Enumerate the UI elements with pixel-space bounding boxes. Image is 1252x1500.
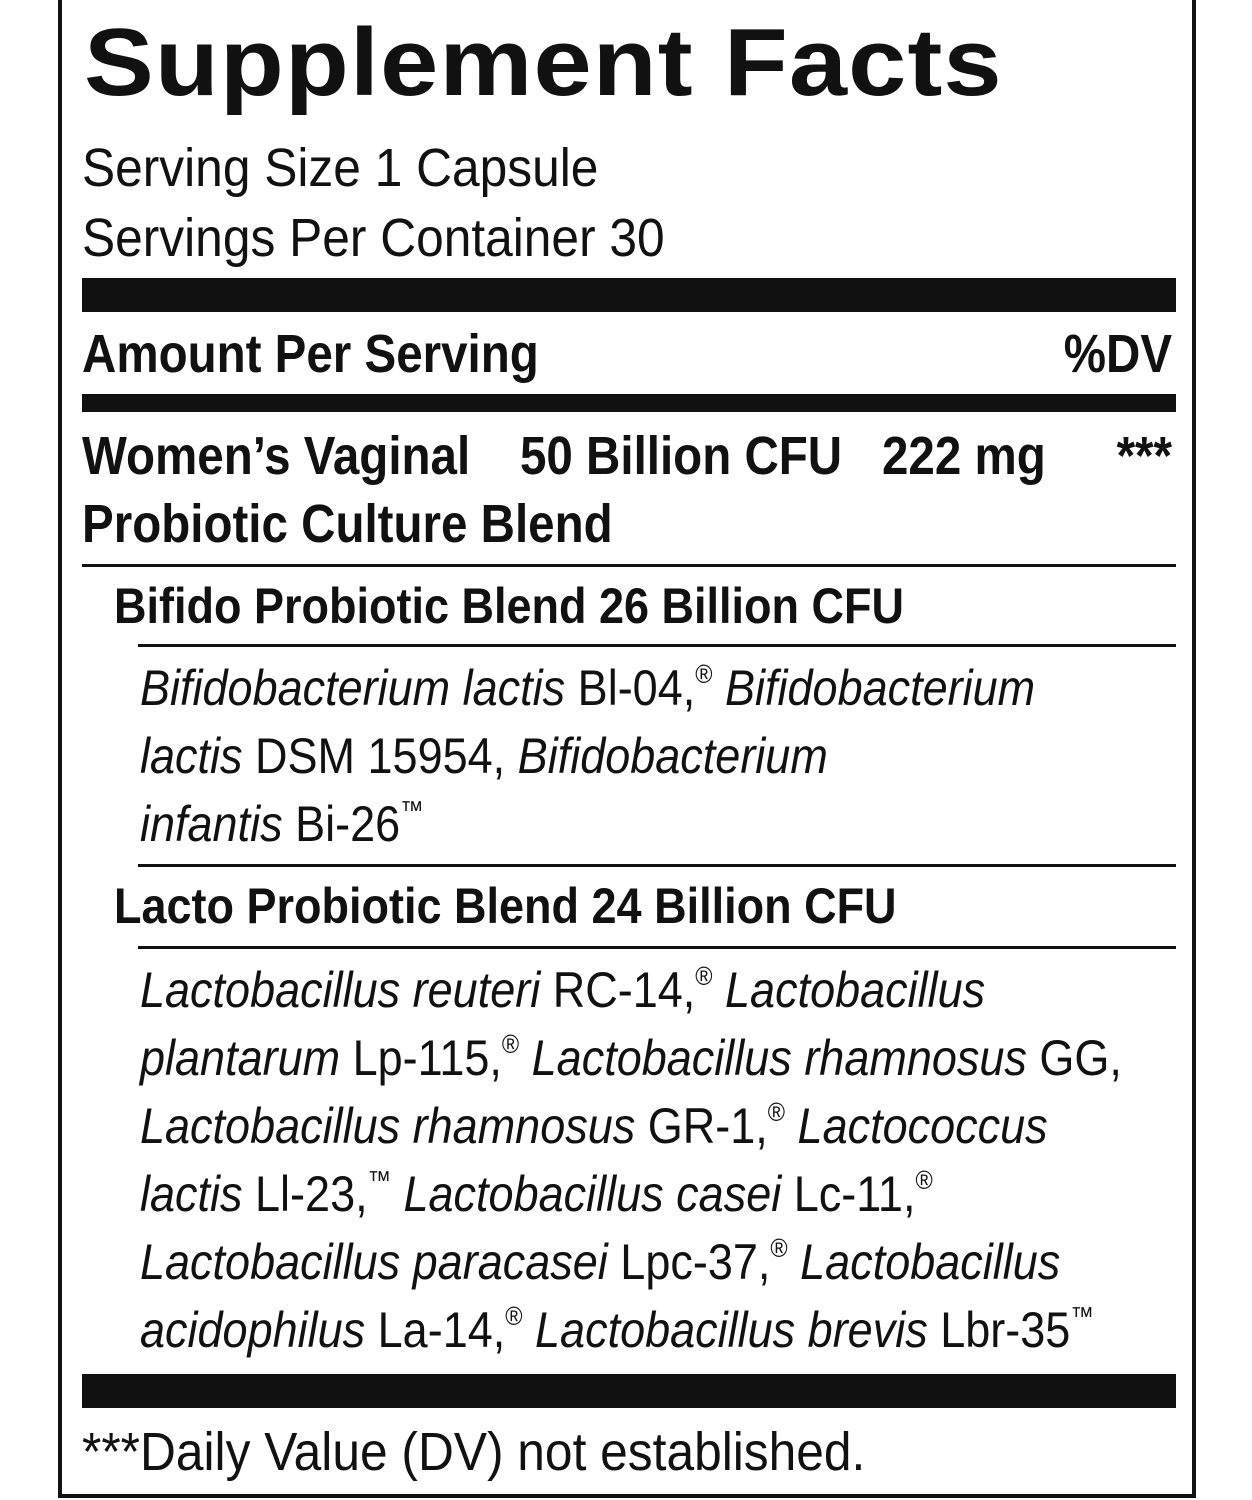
amount-per-serving-label: Amount Per Serving [82, 324, 539, 384]
main-blend-cfu: 50 Billion CFU [520, 426, 843, 486]
lacto-ingredients-line4: lactis Ll-23,™ Lactobacillus casei Lc-11,® [140, 1165, 933, 1222]
panel-title: Supplement Facts [84, 9, 1003, 116]
lacto-ingredients-line6: acidophilus La-14,® Lactobacillus brevis Lbr-35™ [140, 1301, 1094, 1358]
thick-divider-bottom [82, 1374, 1176, 1408]
main-blend-dv: *** [1116, 426, 1172, 486]
divider-bifido-ingredients [138, 864, 1176, 867]
bifido-ingredients-line3: infantis Bi-26™ [140, 795, 424, 852]
footnote: ***Daily Value (DV) not established. [82, 1422, 866, 1482]
main-blend-name-line2: Probiotic Culture Blend [82, 494, 613, 554]
bifido-ingredients-line2: lactis DSM 15954, Bifidobacterium [140, 728, 828, 784]
dv-header: %DV [1063, 324, 1172, 384]
divider-main-blend [82, 564, 1176, 567]
servings-per-container: Servings Per Container 30 [82, 208, 665, 268]
bifido-blend-title: Bifido Probiotic Blend 26 Billion CFU [114, 578, 905, 634]
lacto-ingredients-line1: Lactobacillus reuteri RC-14,® Lactobacillus [140, 961, 986, 1018]
thick-divider-top [82, 278, 1176, 312]
divider-bifido-title [138, 644, 1176, 647]
lacto-ingredients-line2: plantarum Lp-115,® Lactobacillus rhamnosus GG, [140, 1029, 1122, 1086]
bifido-ingredients-line1: Bifidobacterium lactis Bl-04,® Bifidobacterium [140, 659, 1036, 716]
serving-size: Serving Size 1 Capsule [82, 138, 599, 198]
lacto-ingredients-line3: Lactobacillus rhamnosus GR-1,® Lactococcus [140, 1097, 1048, 1154]
supplement-facts-panel [58, 0, 1196, 1498]
main-blend-amount: 222 mg [882, 426, 1046, 486]
divider-lacto-title [138, 946, 1176, 949]
main-blend-name-line1: Women’s Vaginal [82, 426, 471, 486]
lacto-blend-title: Lacto Probiotic Blend 24 Billion CFU [114, 878, 897, 934]
lacto-ingredients-line5: Lactobacillus paracasei Lpc-37,® Lactobacillus [140, 1233, 1061, 1290]
thick-divider-header [82, 394, 1176, 412]
